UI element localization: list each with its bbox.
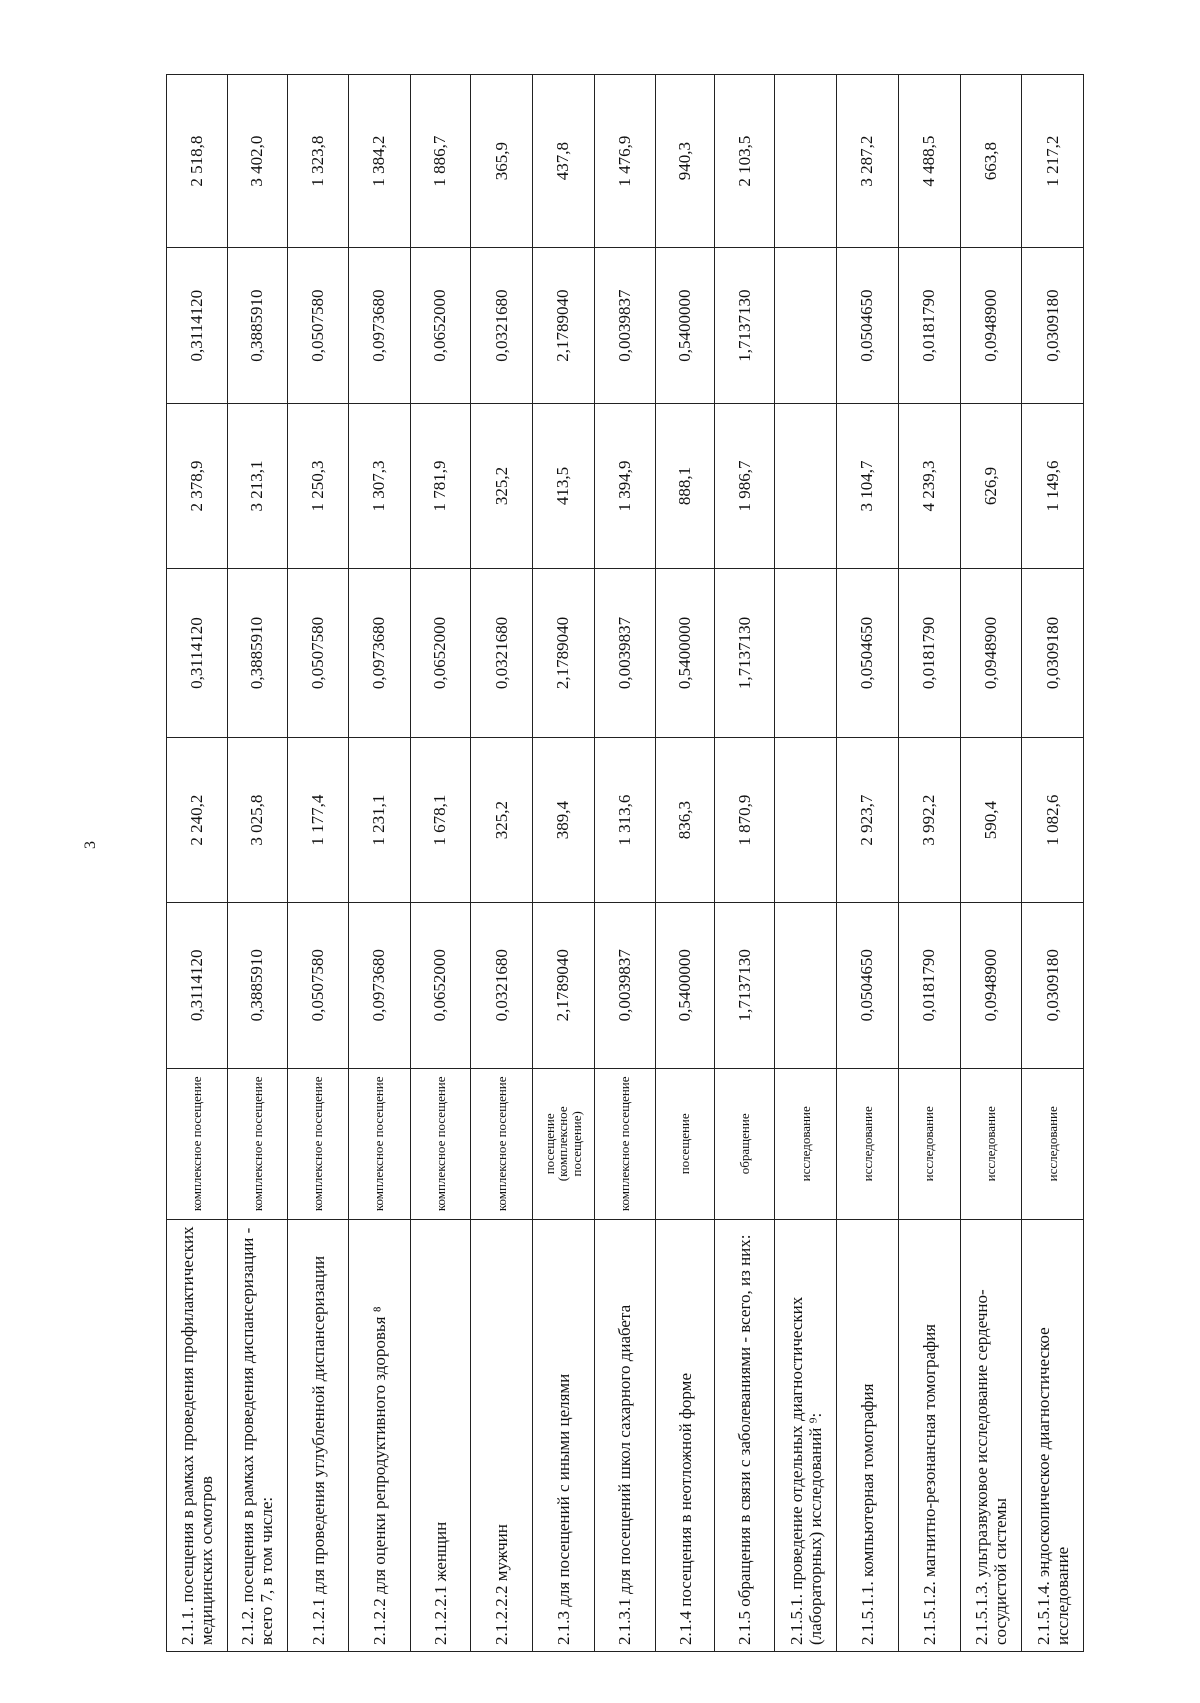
table-row xyxy=(348,75,410,1652)
row-value-2: 3 025,8 xyxy=(227,738,288,903)
row-value-3: 0,0309180 xyxy=(1022,568,1084,737)
row-name: 2.1.3 для посещений с иными целями xyxy=(532,1219,594,1651)
row-value-5: 0,5400000 xyxy=(656,248,714,404)
row-value-6: 4 488,5 xyxy=(898,75,960,248)
rates-table xyxy=(166,74,1084,1652)
row-value-6: 437,8 xyxy=(532,75,594,248)
row-value-1 xyxy=(775,902,837,1068)
table-row xyxy=(960,75,1022,1652)
row-value-5: 0,0181790 xyxy=(898,248,960,404)
table-row xyxy=(471,75,533,1652)
row-value-3: 2,1789040 xyxy=(532,568,594,737)
row-value-5: 0,0504650 xyxy=(837,248,899,404)
row-value-1: 0,0652000 xyxy=(410,902,471,1068)
row-value-5: 0,0321680 xyxy=(471,248,533,404)
row-value-2: 1 177,4 xyxy=(288,738,349,903)
row-value-2: 3 992,2 xyxy=(898,738,960,903)
row-value-2: 836,3 xyxy=(656,738,714,903)
row-name: 2.1.2.2.2 мужчин xyxy=(471,1219,533,1651)
row-value-5 xyxy=(775,248,837,404)
row-unit: комплексное посещение xyxy=(227,1068,288,1219)
page-number: 3 xyxy=(82,841,99,849)
table-row xyxy=(532,75,594,1652)
row-name: 2.1.4 посещения в неотложной форме xyxy=(656,1219,714,1651)
row-value-4: 1 149,6 xyxy=(1022,404,1084,569)
row-value-4: 626,9 xyxy=(960,404,1022,569)
row-value-4: 3 104,7 xyxy=(837,404,899,569)
row-value-1: 0,0039837 xyxy=(594,902,656,1068)
row-value-2 xyxy=(775,738,837,903)
row-name: 2.1.2.2.1 женщин xyxy=(410,1219,471,1651)
row-value-2: 1 231,1 xyxy=(348,738,410,903)
table-row xyxy=(714,75,775,1652)
row-name: 2.1.1. посещения в рамках проведения профилактических медицинских осмотров xyxy=(167,1219,228,1651)
row-unit: комплексное посещение xyxy=(410,1068,471,1219)
row-value-3: 0,0039837 xyxy=(594,568,656,737)
row-value-1: 0,0181790 xyxy=(898,902,960,1068)
row-unit: комплексное посещение xyxy=(348,1068,410,1219)
row-value-1: 0,5400000 xyxy=(656,902,714,1068)
row-value-6: 365,9 xyxy=(471,75,533,248)
row-value-2: 1 082,6 xyxy=(1022,738,1084,903)
row-unit: исследование xyxy=(898,1068,960,1219)
row-value-3: 0,0321680 xyxy=(471,568,533,737)
row-value-4: 1 307,3 xyxy=(348,404,410,569)
row-value-2: 1 870,9 xyxy=(714,738,775,903)
row-value-2: 325,2 xyxy=(471,738,533,903)
rotated-table-container xyxy=(166,74,1084,1652)
row-value-4: 1 394,9 xyxy=(594,404,656,569)
row-value-6: 940,3 xyxy=(656,75,714,248)
row-value-4: 325,2 xyxy=(471,404,533,569)
row-value-3: 0,3114120 xyxy=(167,568,228,737)
row-name: 2.1.5 обращения в связи с заболеваниями - всего, из них: xyxy=(714,1219,775,1651)
row-unit: комплексное посещение xyxy=(167,1068,228,1219)
table-row xyxy=(837,75,899,1652)
row-value-1: 0,0504650 xyxy=(837,902,899,1068)
row-value-2: 1 313,6 xyxy=(594,738,656,903)
row-unit: посещение (комплексное посещение) xyxy=(532,1068,594,1219)
table-row xyxy=(656,75,714,1652)
row-value-1: 2,1789040 xyxy=(532,902,594,1068)
row-value-3: 1,7137130 xyxy=(714,568,775,737)
row-name: 2.1.2. посещения в рамках проведения диспансеризации - всего 7, в том числе: xyxy=(227,1219,288,1651)
row-value-3: 0,0507580 xyxy=(288,568,349,737)
row-unit: обращение xyxy=(714,1068,775,1219)
row-value-5: 0,0309180 xyxy=(1022,248,1084,404)
row-value-3: 0,0948900 xyxy=(960,568,1022,737)
row-value-4: 4 239,3 xyxy=(898,404,960,569)
row-name: 2.1.5.1.3. ультразвуковое исследование сердечно-сосудистой системы xyxy=(960,1219,1022,1651)
row-value-5: 0,0652000 xyxy=(410,248,471,404)
row-value-4: 888,1 xyxy=(656,404,714,569)
row-value-3: 0,0973680 xyxy=(348,568,410,737)
row-value-1: 0,3114120 xyxy=(167,902,228,1068)
table-row xyxy=(167,75,228,1652)
row-name: 2.1.5.1.4. эндоскопическое диагностическое исследование xyxy=(1022,1219,1084,1651)
row-value-5: 0,3885910 xyxy=(227,248,288,404)
row-unit: комплексное посещение xyxy=(471,1068,533,1219)
row-value-5: 1,7137130 xyxy=(714,248,775,404)
row-value-4: 413,5 xyxy=(532,404,594,569)
row-value-1: 0,0507580 xyxy=(288,902,349,1068)
row-value-6: 1 886,7 xyxy=(410,75,471,248)
table-row xyxy=(898,75,960,1652)
row-value-5: 0,0507580 xyxy=(288,248,349,404)
row-value-2: 2 923,7 xyxy=(837,738,899,903)
row-value-3: 0,0181790 xyxy=(898,568,960,737)
row-value-4: 1 250,3 xyxy=(288,404,349,569)
row-value-2: 590,4 xyxy=(960,738,1022,903)
row-value-1: 0,0973680 xyxy=(348,902,410,1068)
row-value-5: 0,0973680 xyxy=(348,248,410,404)
row-unit: исследование xyxy=(775,1068,837,1219)
row-value-5: 0,0948900 xyxy=(960,248,1022,404)
row-value-6: 1 217,2 xyxy=(1022,75,1084,248)
row-name: 2.1.2.1 для проведения углубленной диспансеризации xyxy=(288,1219,349,1651)
row-unit: исследование xyxy=(960,1068,1022,1219)
row-unit: исследование xyxy=(1022,1068,1084,1219)
row-name: 2.1.5.1.1. компьютерная томография xyxy=(837,1219,899,1651)
table-row xyxy=(775,75,837,1652)
row-value-1: 0,0948900 xyxy=(960,902,1022,1068)
row-unit: исследование xyxy=(837,1068,899,1219)
row-value-6: 2 103,5 xyxy=(714,75,775,248)
row-value-6: 1 384,2 xyxy=(348,75,410,248)
row-value-2: 1 678,1 xyxy=(410,738,471,903)
table-row xyxy=(594,75,656,1652)
row-value-3 xyxy=(775,568,837,737)
row-value-3: 0,0652000 xyxy=(410,568,471,737)
row-value-4: 1 781,9 xyxy=(410,404,471,569)
row-value-5: 2,1789040 xyxy=(532,248,594,404)
row-value-4: 2 378,9 xyxy=(167,404,228,569)
row-unit: комплексное посещение xyxy=(288,1068,349,1219)
table-row xyxy=(1022,75,1084,1652)
row-value-3: 0,5400000 xyxy=(656,568,714,737)
row-value-2: 389,4 xyxy=(532,738,594,903)
table-row xyxy=(288,75,349,1652)
row-value-5: 0,0039837 xyxy=(594,248,656,404)
row-value-5: 0,3114120 xyxy=(167,248,228,404)
row-value-3: 0,0504650 xyxy=(837,568,899,737)
row-value-3: 0,3885910 xyxy=(227,568,288,737)
row-value-6: 1 476,9 xyxy=(594,75,656,248)
row-value-2: 2 240,2 xyxy=(167,738,228,903)
row-value-1: 0,3885910 xyxy=(227,902,288,1068)
row-value-1: 0,0321680 xyxy=(471,902,533,1068)
row-value-6: 663,8 xyxy=(960,75,1022,248)
row-value-4: 1 986,7 xyxy=(714,404,775,569)
table-body xyxy=(167,75,1084,1652)
row-name: 2.1.2.2 для оценки репродуктивного здоровья ⁸ xyxy=(348,1219,410,1651)
row-value-1: 1,7137130 xyxy=(714,902,775,1068)
row-unit: комплексное посещение xyxy=(594,1068,656,1219)
row-value-4: 3 213,1 xyxy=(227,404,288,569)
table-row xyxy=(410,75,471,1652)
table-row xyxy=(227,75,288,1652)
row-value-1: 0,0309180 xyxy=(1022,902,1084,1068)
row-name: 2.1.5.1.2. магнитно-резонансная томография xyxy=(898,1219,960,1651)
row-name: 2.1.5.1. проведение отдельных диагностических (лабораторных) исследований ⁹: xyxy=(775,1219,837,1651)
row-value-4 xyxy=(775,404,837,569)
row-value-6 xyxy=(775,75,837,248)
row-value-6: 3 402,0 xyxy=(227,75,288,248)
row-value-6: 1 323,8 xyxy=(288,75,349,248)
row-name: 2.1.3.1 для посещений школ сахарного диабета xyxy=(594,1219,656,1651)
row-value-6: 3 287,2 xyxy=(837,75,899,248)
row-value-6: 2 518,8 xyxy=(167,75,228,248)
row-unit: посещение xyxy=(656,1068,714,1219)
